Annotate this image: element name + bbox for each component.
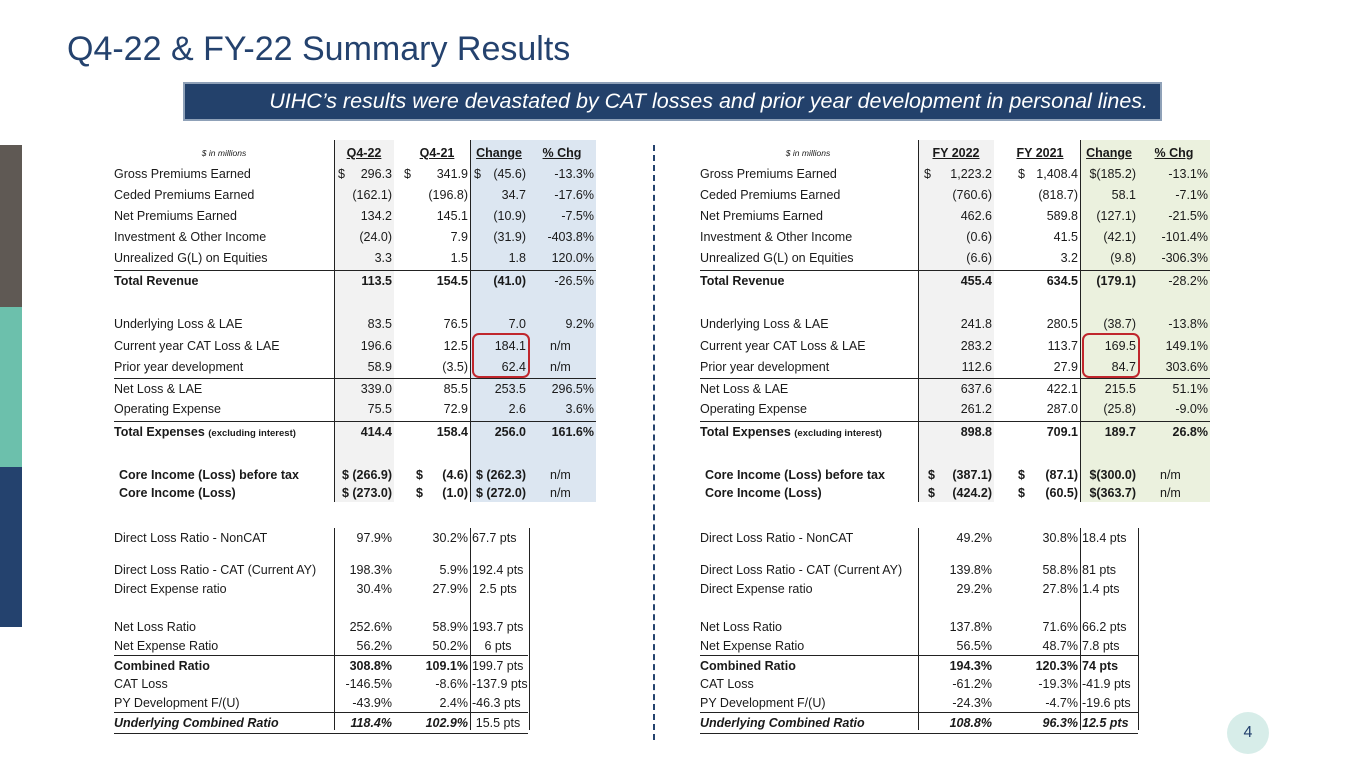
cell: 308.8% bbox=[349, 659, 392, 673]
table-row bbox=[114, 579, 596, 599]
cell: 18.4 pts bbox=[1082, 531, 1127, 545]
row-label: Direct Loss Ratio - CAT (Current AY) bbox=[700, 563, 903, 577]
cell: 84.7 bbox=[1111, 360, 1136, 374]
cell: $ bbox=[924, 167, 931, 181]
cell: 194.3% bbox=[949, 659, 992, 673]
cell: -7.1% bbox=[1175, 188, 1208, 202]
cell: 85.5 bbox=[443, 382, 468, 396]
cell: 30.8% bbox=[1042, 531, 1078, 545]
table-row bbox=[114, 399, 596, 419]
cell: 198.3% bbox=[349, 563, 392, 577]
fy-col-header: FY 2022 bbox=[932, 146, 980, 160]
cell: 3.2 bbox=[1060, 251, 1078, 265]
cell: (45.6) bbox=[493, 167, 526, 181]
cell: 455.4 bbox=[960, 274, 992, 288]
row-label: Combined Ratio bbox=[114, 659, 210, 673]
page-number-badge: 4 bbox=[1227, 712, 1269, 754]
sidebar-accent-teal bbox=[0, 307, 22, 467]
q4-unit-label: $ in millions bbox=[201, 148, 247, 158]
row-label: CAT Loss bbox=[700, 677, 754, 691]
cell: 12.5 bbox=[443, 339, 468, 353]
table-row bbox=[114, 617, 596, 637]
cell: n/m bbox=[550, 339, 571, 353]
cell: (60.5) bbox=[1045, 486, 1078, 500]
cell: $ bbox=[416, 486, 423, 500]
cell: -13.1% bbox=[1168, 167, 1208, 181]
row-label: Unrealized G(L) on Equities bbox=[114, 251, 268, 265]
cell: -13.8% bbox=[1168, 317, 1208, 331]
cell: -43.9% bbox=[352, 696, 392, 710]
cell: 15.5 pts bbox=[475, 716, 521, 730]
cell: 898.8 bbox=[960, 425, 992, 439]
row-label: PY Development F/(U) bbox=[114, 696, 240, 710]
cell: 96.3% bbox=[1042, 716, 1078, 730]
table-row bbox=[700, 399, 1210, 419]
cell: 34.7 bbox=[501, 188, 526, 202]
fy-cat-highlight-box bbox=[1082, 333, 1140, 378]
row-label: Unrealized G(L) on Equities bbox=[700, 251, 854, 265]
cell: 192.4 pts bbox=[472, 563, 524, 577]
row-label: Gross Premiums Earned bbox=[114, 167, 251, 181]
q4-col-header: Q4-21 bbox=[419, 146, 455, 160]
cell: 27.9 bbox=[1053, 360, 1078, 374]
table-row-total-revenue bbox=[700, 270, 1210, 291]
row-label: Direct Loss Ratio - CAT (Current AY) bbox=[114, 563, 317, 577]
row-label: Total Revenue bbox=[700, 274, 785, 288]
table-row bbox=[700, 248, 1210, 268]
cell: 9.2% bbox=[565, 317, 594, 331]
cell: (31.9) bbox=[493, 230, 526, 244]
row-label: Net Loss Ratio bbox=[114, 620, 196, 634]
cell: 27.9% bbox=[432, 582, 468, 596]
table-row-total-revenue bbox=[114, 270, 596, 291]
table-row bbox=[114, 483, 596, 503]
table-row bbox=[700, 465, 1210, 485]
table-row-total-expenses bbox=[700, 421, 1210, 442]
cell: 137.8% bbox=[949, 620, 992, 634]
cell: 74 pts bbox=[1082, 659, 1119, 673]
cell: 56.2% bbox=[356, 639, 392, 653]
cell: (387.1) bbox=[952, 468, 992, 482]
cell: $ bbox=[1018, 486, 1025, 500]
cell: (818.7) bbox=[1038, 188, 1078, 202]
row-label: CAT Loss bbox=[114, 677, 168, 691]
table-row bbox=[700, 164, 1210, 184]
page-title: Q4-22 & FY-22 Summary Results bbox=[67, 30, 571, 68]
table-row bbox=[114, 528, 596, 548]
cell: 145.1 bbox=[436, 209, 468, 223]
cell: 56.5% bbox=[956, 639, 992, 653]
q4-summary-table bbox=[114, 140, 596, 740]
cell: 6 pts bbox=[484, 639, 512, 653]
cell: $(300.0) bbox=[1089, 468, 1136, 482]
cell: 341.9 bbox=[436, 167, 468, 181]
cell: 339.0 bbox=[360, 382, 392, 396]
row-label: Ceded Premiums Earned bbox=[700, 188, 841, 202]
row-label: Ceded Premiums Earned bbox=[114, 188, 255, 202]
row-label: PY Development F/(U) bbox=[700, 696, 826, 710]
cell: 108.8% bbox=[949, 716, 992, 730]
row-label bbox=[114, 422, 296, 444]
cell: 71.6% bbox=[1042, 620, 1078, 634]
cell: 154.5 bbox=[436, 274, 468, 288]
cell: 5.9% bbox=[439, 563, 468, 577]
cell: 414.4 bbox=[360, 425, 392, 439]
table-row bbox=[700, 206, 1210, 226]
cell: 149.1% bbox=[1165, 339, 1208, 353]
cell: (41.0) bbox=[493, 274, 526, 288]
cell: 51.1% bbox=[1172, 382, 1208, 396]
cell: -61.2% bbox=[952, 677, 992, 691]
table-row-total-expenses bbox=[114, 421, 596, 442]
row-label: Underlying Loss & LAE bbox=[114, 317, 243, 331]
row-label: Core Income (Loss) before tax bbox=[705, 468, 885, 482]
table-row bbox=[700, 483, 1210, 503]
table-row bbox=[114, 185, 596, 205]
cell: 196.6 bbox=[360, 339, 392, 353]
cell: 2.5 pts bbox=[479, 582, 517, 596]
cell: $ (262.3) bbox=[475, 468, 526, 482]
table-row bbox=[114, 560, 596, 580]
sidebar-accent-navy bbox=[0, 467, 22, 627]
cell: 169.5 bbox=[1104, 339, 1136, 353]
cell: (196.8) bbox=[428, 188, 468, 202]
row-label: Investment & Other Income bbox=[700, 230, 853, 244]
cell: 48.7% bbox=[1042, 639, 1078, 653]
cell: -17.6% bbox=[554, 188, 594, 202]
cell: (4.6) bbox=[442, 468, 468, 482]
table-row bbox=[700, 655, 1138, 676]
cell: $(185.2) bbox=[1089, 167, 1136, 181]
cell: 1.5 bbox=[450, 251, 468, 265]
cell: 75.5 bbox=[367, 402, 392, 416]
table-row bbox=[700, 579, 1210, 599]
cell: -137.9 pts bbox=[472, 677, 528, 691]
cell: 637.6 bbox=[960, 382, 992, 396]
table-row bbox=[114, 164, 596, 184]
cell: -403.8% bbox=[547, 230, 594, 244]
row-label: Core Income (Loss) bbox=[119, 486, 236, 500]
cell: 49.2% bbox=[956, 531, 992, 545]
cell: 41.5 bbox=[1053, 230, 1078, 244]
table-row bbox=[700, 693, 1210, 713]
table-row bbox=[114, 636, 596, 656]
cell: 139.8% bbox=[949, 563, 992, 577]
cell: 709.1 bbox=[1046, 425, 1078, 439]
cell: $ bbox=[338, 167, 345, 181]
cell: 462.6 bbox=[960, 209, 992, 223]
cell: 26.8% bbox=[1172, 425, 1208, 439]
cell: 30.4% bbox=[356, 582, 392, 596]
cell: 7.0 bbox=[508, 317, 526, 331]
cell: 83.5 bbox=[367, 317, 392, 331]
cell: 66.2 pts bbox=[1082, 620, 1127, 634]
cell: 184.1 bbox=[494, 339, 526, 353]
row-label: Net Premiums Earned bbox=[700, 209, 823, 223]
cell: -21.5% bbox=[1168, 209, 1208, 223]
cell: 30.2% bbox=[432, 531, 468, 545]
cell: 113.7 bbox=[1047, 339, 1078, 353]
cell: 303.6% bbox=[1165, 360, 1208, 374]
cell: 193.7 pts bbox=[472, 620, 524, 634]
cell: (38.7) bbox=[1103, 317, 1136, 331]
cell: -306.3% bbox=[1161, 251, 1208, 265]
cell: 118.4% bbox=[350, 716, 392, 730]
cell: (87.1) bbox=[1045, 468, 1078, 482]
cell: 634.5 bbox=[1046, 274, 1078, 288]
sidebar-accent-brown bbox=[0, 145, 22, 307]
q4-col-header: Change bbox=[476, 146, 522, 160]
row-label: Net Loss & LAE bbox=[700, 382, 789, 396]
cell: 589.8 bbox=[1046, 209, 1078, 223]
cell: 287.0 bbox=[1046, 402, 1078, 416]
row-label: Net Loss & LAE bbox=[114, 382, 203, 396]
cell: 256.0 bbox=[494, 425, 526, 439]
table-row bbox=[700, 378, 1210, 399]
cell: 58.8% bbox=[1042, 563, 1078, 577]
cell: 422.1 bbox=[1046, 382, 1078, 396]
cell: 7.8 pts bbox=[1082, 639, 1120, 653]
table-row bbox=[114, 378, 596, 399]
row-label: Underlying Combined Ratio bbox=[114, 716, 279, 730]
cell: 112.6 bbox=[961, 360, 992, 374]
cell: $ bbox=[404, 167, 411, 181]
table-row bbox=[114, 693, 596, 713]
row-label: Operating Expense bbox=[114, 402, 222, 416]
row-label: Prior year development bbox=[114, 360, 244, 374]
table-row bbox=[700, 712, 1138, 734]
cell: -28.2% bbox=[1168, 274, 1208, 288]
cell: -101.4% bbox=[1161, 230, 1208, 244]
cell: $ bbox=[1018, 167, 1025, 181]
cell: 109.1% bbox=[425, 659, 468, 673]
cell: (760.6) bbox=[952, 188, 992, 202]
row-label: Net Premiums Earned bbox=[114, 209, 237, 223]
table-row bbox=[114, 227, 596, 247]
row-label: Prior year development bbox=[700, 360, 830, 374]
row-label: Underlying Combined Ratio bbox=[700, 716, 865, 730]
fy-unit-label: $ in millions bbox=[785, 148, 831, 158]
cell: 102.9% bbox=[425, 716, 468, 730]
row-label: Core Income (Loss) bbox=[705, 486, 822, 500]
cell: 97.9% bbox=[356, 531, 392, 545]
cell: 27.8% bbox=[1042, 582, 1078, 596]
row-label: Direct Loss Ratio - NonCAT bbox=[700, 531, 854, 545]
cell: 3.3 bbox=[374, 251, 392, 265]
cell: (162.1) bbox=[352, 188, 392, 202]
row-label: Core Income (Loss) before tax bbox=[119, 468, 299, 482]
cell: -19.6 pts bbox=[1082, 696, 1131, 710]
q4-header-row bbox=[114, 143, 596, 163]
cell: -41.9 pts bbox=[1082, 677, 1131, 691]
cell: 120.3% bbox=[1035, 659, 1078, 673]
cell: $ (266.9) bbox=[341, 468, 392, 482]
cell: 241.8 bbox=[960, 317, 992, 331]
cell: 29.2% bbox=[956, 582, 992, 596]
fy-col-header: Change bbox=[1086, 146, 1132, 160]
cell: n/m bbox=[550, 468, 571, 482]
table-row bbox=[114, 712, 528, 734]
cell: -146.5% bbox=[345, 677, 392, 691]
cell: (42.1) bbox=[1103, 230, 1136, 244]
table-row bbox=[114, 465, 596, 485]
cell: -8.6% bbox=[435, 677, 468, 691]
cell: $ (273.0) bbox=[341, 486, 392, 500]
table-row bbox=[700, 617, 1210, 637]
cell: -46.3 pts bbox=[472, 696, 521, 710]
cell: n/m bbox=[550, 486, 571, 500]
row-label-main: Total Expenses bbox=[700, 425, 791, 439]
cell: 1,223.2 bbox=[950, 167, 992, 181]
table-row bbox=[700, 314, 1210, 334]
cell: (424.2) bbox=[952, 486, 992, 500]
cell: 158.4 bbox=[436, 425, 468, 439]
cell: 12.5 pts bbox=[1082, 716, 1129, 730]
table-row bbox=[114, 314, 596, 334]
cell: 296.5% bbox=[551, 382, 594, 396]
cell: n/m bbox=[550, 360, 571, 374]
cell: (6.6) bbox=[966, 251, 992, 265]
cell: 134.2 bbox=[360, 209, 392, 223]
cell: 253.5 bbox=[494, 382, 526, 396]
row-label: Net Loss Ratio bbox=[700, 620, 782, 634]
table-row bbox=[700, 636, 1210, 656]
cell: -19.3% bbox=[1038, 677, 1078, 691]
row-label: Direct Expense ratio bbox=[700, 582, 813, 596]
cell: (24.0) bbox=[359, 230, 392, 244]
row-label: Underlying Loss & LAE bbox=[700, 317, 829, 331]
cell: $ bbox=[928, 468, 935, 482]
cell: -26.5% bbox=[554, 274, 594, 288]
cell: -9.0% bbox=[1175, 402, 1208, 416]
cell: $ bbox=[416, 468, 423, 482]
cell: (3.5) bbox=[442, 360, 468, 374]
cell: 58.9% bbox=[432, 620, 468, 634]
fy-summary-table bbox=[700, 140, 1210, 740]
cell: (127.1) bbox=[1096, 209, 1136, 223]
cell: 67.7 pts bbox=[472, 531, 517, 545]
cell: 2.4% bbox=[439, 696, 468, 710]
cell: 7.9 bbox=[450, 230, 468, 244]
table-row bbox=[700, 674, 1210, 694]
row-label: Net Expense Ratio bbox=[114, 639, 219, 653]
cell: $ bbox=[1018, 468, 1025, 482]
cell: 280.5 bbox=[1046, 317, 1078, 331]
cell: 3.6% bbox=[565, 402, 594, 416]
q4-cat-highlight-box bbox=[472, 333, 530, 378]
row-label: Total Revenue bbox=[114, 274, 199, 288]
cell: 261.2 bbox=[960, 402, 992, 416]
row-label: Operating Expense bbox=[700, 402, 808, 416]
q4-col-header: % Chg bbox=[542, 146, 582, 160]
cell: n/m bbox=[1160, 486, 1181, 500]
table-row bbox=[700, 528, 1210, 548]
table-row bbox=[114, 655, 528, 676]
cell: 283.2 bbox=[960, 339, 992, 353]
fy-col-header: % Chg bbox=[1154, 146, 1194, 160]
row-label-note: (excluding interest) bbox=[794, 428, 882, 439]
table-row bbox=[114, 674, 596, 694]
cell: 50.2% bbox=[432, 639, 468, 653]
cell: (10.9) bbox=[493, 209, 526, 223]
cell: $(363.7) bbox=[1089, 486, 1136, 500]
row-label: Direct Loss Ratio - NonCAT bbox=[114, 531, 268, 545]
cell: 2.6 bbox=[508, 402, 526, 416]
fy-col-header: FY 2021 bbox=[1016, 146, 1064, 160]
cell: (9.8) bbox=[1110, 251, 1136, 265]
cell: n/m bbox=[1160, 468, 1181, 482]
row-label: Current year CAT Loss & LAE bbox=[700, 339, 866, 353]
cell: 189.7 bbox=[1104, 425, 1136, 439]
row-label-main: Total Expenses bbox=[114, 425, 205, 439]
table-row bbox=[700, 185, 1210, 205]
cell: 58.1 bbox=[1111, 188, 1136, 202]
cell: 215.5 bbox=[1104, 382, 1136, 396]
cell: (0.6) bbox=[966, 230, 992, 244]
cell: 58.9 bbox=[367, 360, 392, 374]
cell: 252.6% bbox=[349, 620, 392, 634]
cell: 62.4 bbox=[501, 360, 526, 374]
cell: (179.1) bbox=[1096, 274, 1136, 288]
cell: 161.6% bbox=[551, 425, 594, 439]
row-label-note: (excluding interest) bbox=[208, 428, 296, 439]
table-row bbox=[114, 206, 596, 226]
cell: 113.5 bbox=[361, 274, 392, 288]
table-row bbox=[114, 248, 596, 268]
row-label: Combined Ratio bbox=[700, 659, 796, 673]
row-label: Current year CAT Loss & LAE bbox=[114, 339, 280, 353]
row-label: Investment & Other Income bbox=[114, 230, 267, 244]
cell: $ bbox=[474, 167, 481, 181]
row-label bbox=[700, 422, 882, 444]
headline-banner: UIHC’s results were devastated by CAT losses and prior year development in personal lines. bbox=[183, 82, 1162, 121]
table-row bbox=[700, 560, 1210, 580]
cell: $ bbox=[928, 486, 935, 500]
cell: -4.7% bbox=[1045, 696, 1078, 710]
q4-col-header: Q4-22 bbox=[346, 146, 382, 160]
cell: 1,408.4 bbox=[1036, 167, 1078, 181]
row-label: Direct Expense ratio bbox=[114, 582, 227, 596]
cell: (1.0) bbox=[442, 486, 468, 500]
cell: -24.3% bbox=[952, 696, 992, 710]
cell: 296.3 bbox=[360, 167, 392, 181]
row-label: Gross Premiums Earned bbox=[700, 167, 837, 181]
cell: 1.8 bbox=[508, 251, 526, 265]
table-row bbox=[700, 227, 1210, 247]
cell: 1.4 pts bbox=[1082, 582, 1120, 596]
cell: -7.5% bbox=[561, 209, 594, 223]
cell: 81 pts bbox=[1082, 563, 1117, 577]
cell: -13.3% bbox=[554, 167, 594, 181]
cell: 72.9 bbox=[443, 402, 468, 416]
row-label: Net Expense Ratio bbox=[700, 639, 805, 653]
cell: (25.8) bbox=[1103, 402, 1136, 416]
cell: 76.5 bbox=[443, 317, 468, 331]
fy-header-row bbox=[700, 143, 1210, 163]
cell: 120.0% bbox=[551, 251, 594, 265]
cell: 199.7 pts bbox=[472, 659, 524, 673]
cell: $ (272.0) bbox=[475, 486, 526, 500]
table-divider bbox=[653, 145, 655, 740]
